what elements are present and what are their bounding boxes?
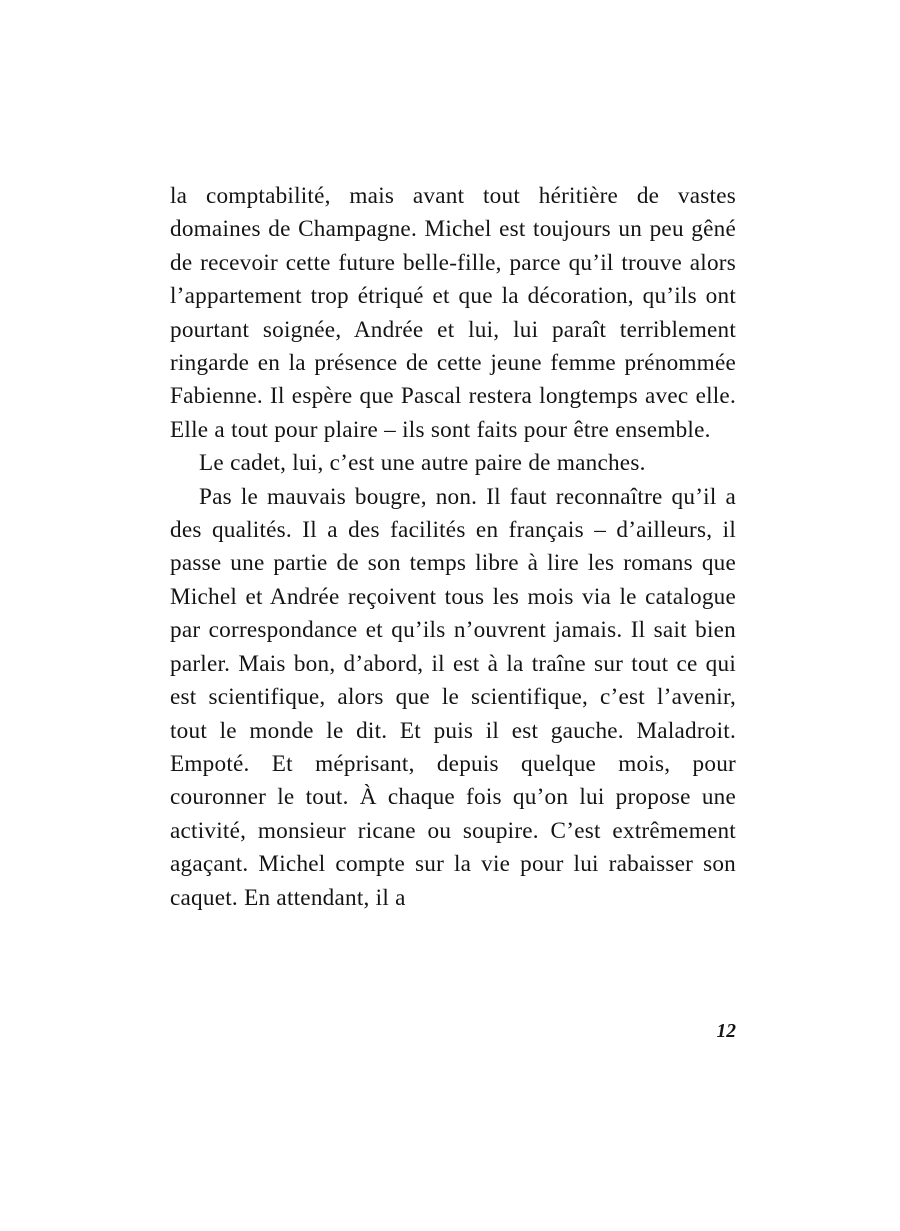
paragraph-pas-le-mauvais-bougre: Pas le mauvais bougre, non. Il faut reconnaître qu’il a des qualités. Il a des facilités en français – d’ailleurs, il passe une partie de son temps libre à lire les romans que Michel et Andrée reçoivent tous les mois via le catalogue par correspondance et qu’ils n’ouvrent jamais. Il sait bien parler. Mais bon, d’abord, il est à la traîne sur tout ce qui est scientifique, alors que le scientifique, c’est l’avenir, tout le monde le dit. Et puis il est gauche. Maladroit. Empoté. Et méprisant, depuis quelque mois, pour couronner le tout. À chaque fois qu’on lui propose une activité, monsieur ricane ou soupire. C’est extrêmement agaçant. Michel compte sur la vie pour lui rabaisser son caquet. En attendant, il a xyxy=(170,483,736,911)
paragraph-le-cadet: Le cadet, lui, c’est une autre paire de manches. xyxy=(199,450,646,477)
page-text-block xyxy=(170,180,736,915)
page-number: 12 xyxy=(716,1021,736,1042)
paragraph-continuation: la comptabilité, mais avant tout héritière de vastes domaines de Champagne. Michel est toujours un peu gêné de recevoir cette future belle-fille, parce qu’il trouve alors l’appartement trop étriqué et que la décoration, qu’ils ont pourtant soignée, Andrée et lui, lui paraît terriblement ringarde en la présence de cette jeune femme prénommée Fabienne. Il espère que Pascal restera longtemps avec elle. Elle a tout pour plaire – ils sont faits pour être ensemble. xyxy=(170,183,736,443)
